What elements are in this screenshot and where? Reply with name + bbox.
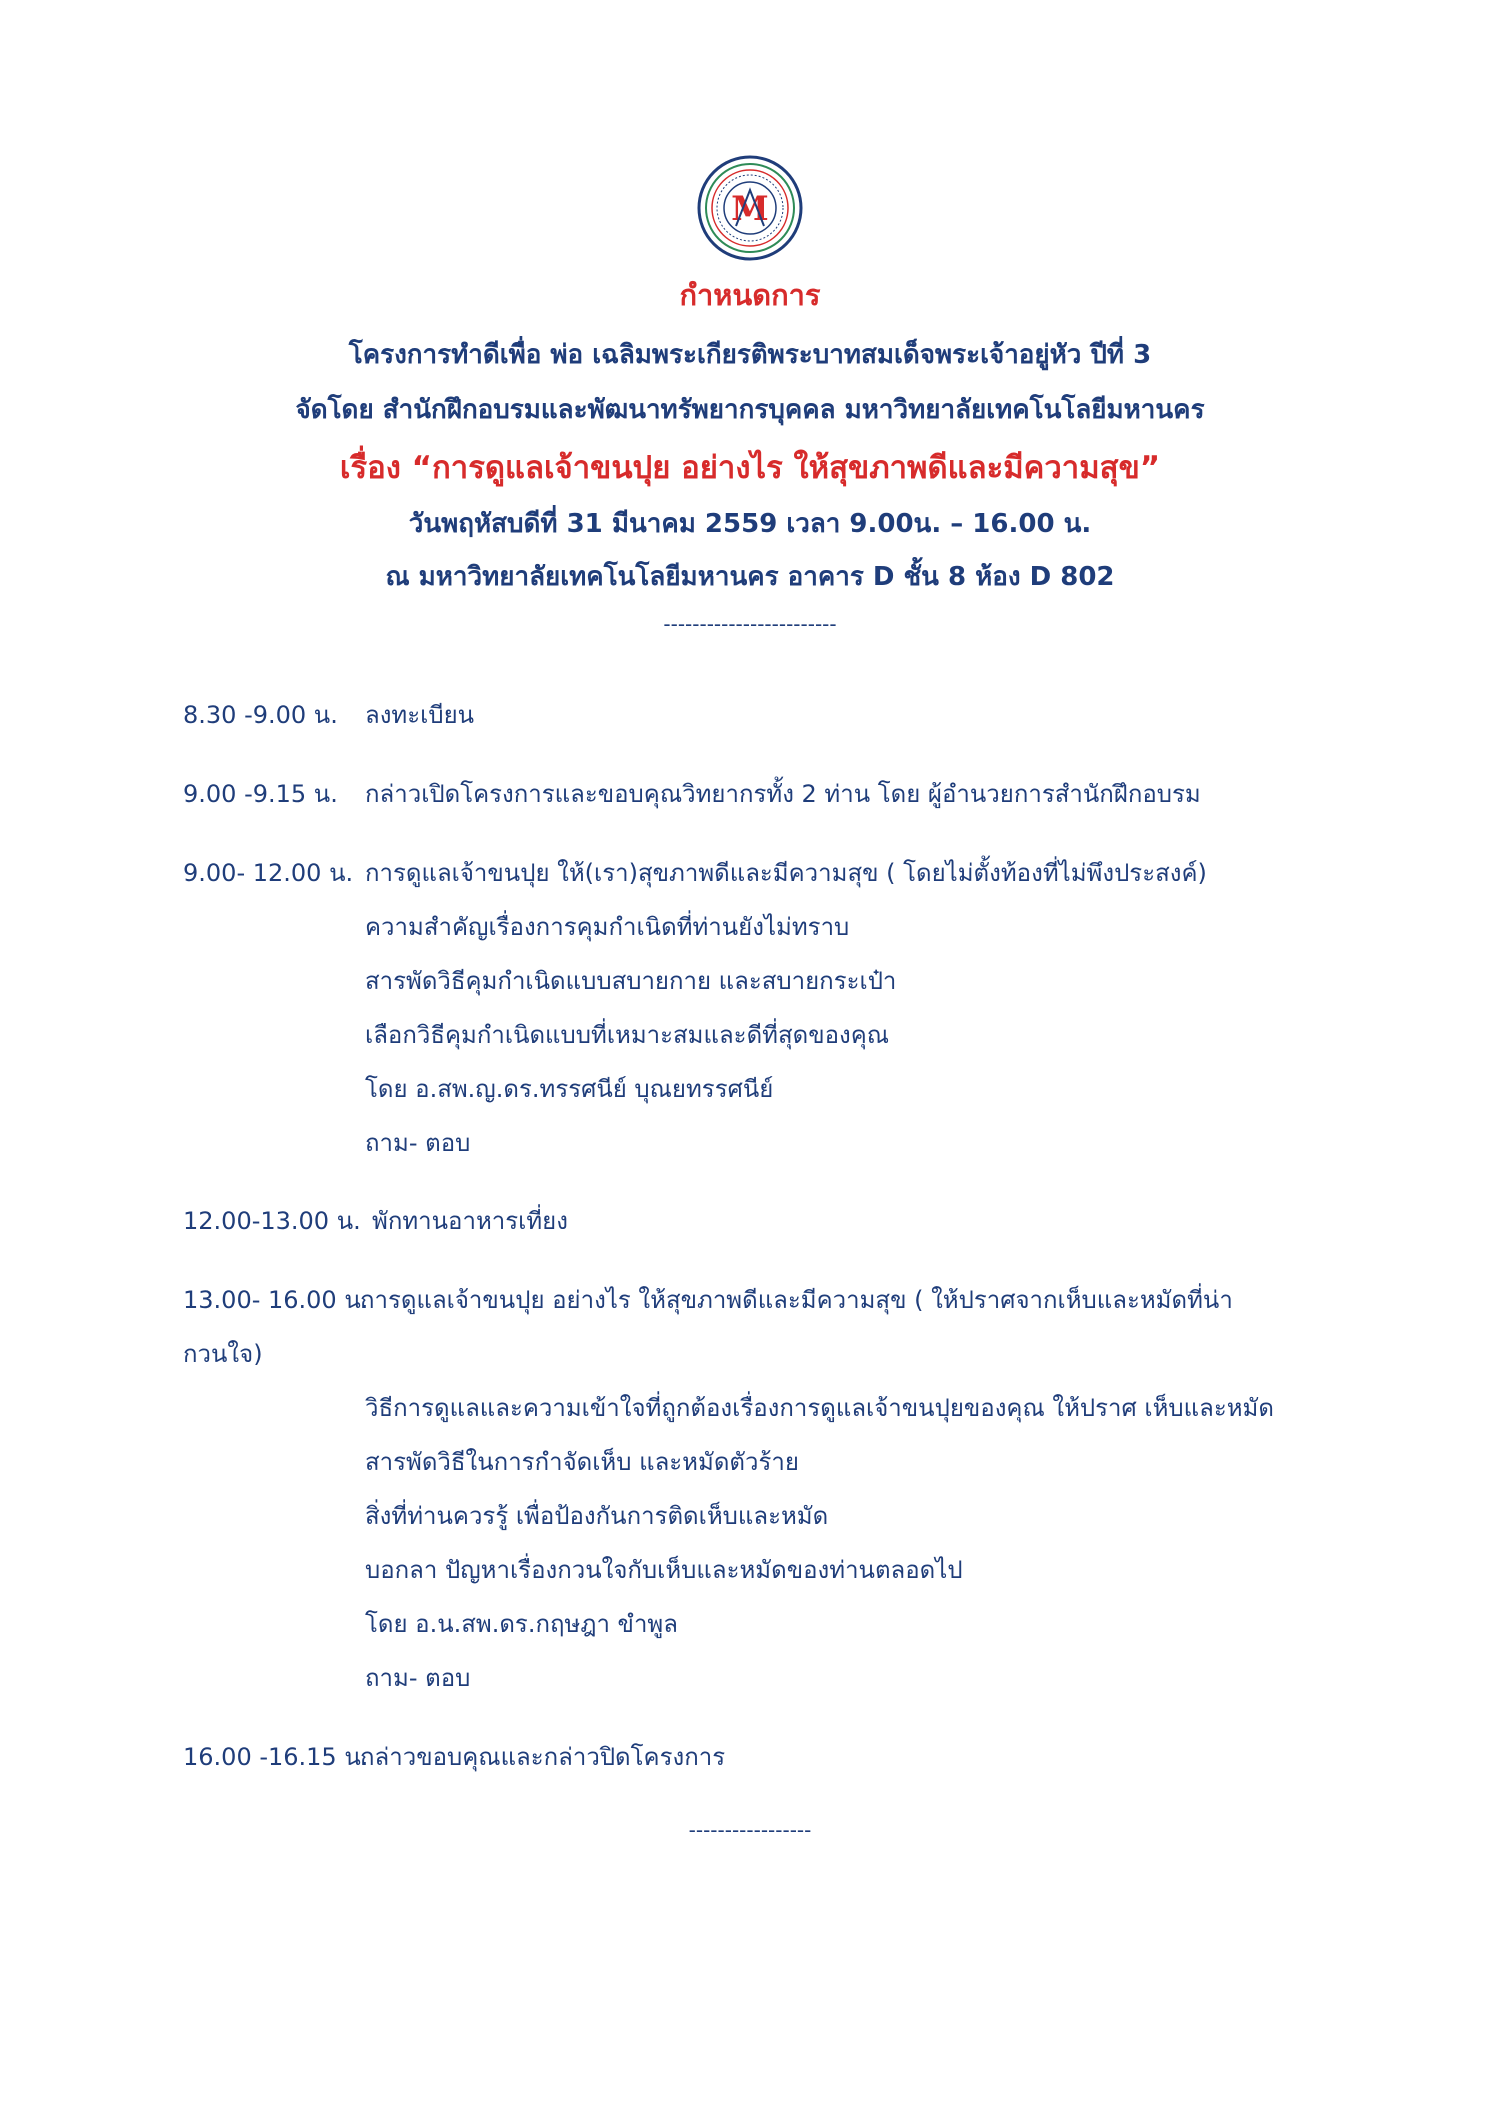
schedule-time: 13.00- 16.00 น. [183, 1286, 369, 1314]
schedule-desc: การดูแลเจ้าขนปุย อย่างไร ให้สุขภาพดีและมีความสุข ( ให้ปราศจากเห็บและหมัดที่น่า [360, 1286, 1233, 1314]
qa-line: ถาม- ตอบ [365, 1664, 471, 1692]
schedule-subitem: วิธีการดูแลและความเข้าใจที่ถูกต้องเรื่องการดูแลเจ้าขนปุยของคุณ ให้ปราศ เห็บและหมัด [365, 1394, 1274, 1422]
schedule-desc: การดูแลเจ้าขนปุย ให้(เรา)สุขภาพดีและมีความสุข ( โดยไม่ตั้งท้องที่ไม่พึงประสงค์) [365, 859, 1207, 887]
schedule-subitem: ความสำคัญเรื่องการคุมกำเนิดที่ท่านยังไม่ทราบ [365, 913, 850, 941]
topic-line: เรื่อง “การดูแลเจ้าขนปุย อย่างไร ให้สุขภาพดีและมีความสุข” [339, 450, 1161, 486]
organizer-line: จัดโดย สำนักฝึกอบรมและพัฒนาทรัพยากรบุคคล มหาวิทยาลัยเทคโนโลยีมหานคร [295, 395, 1205, 425]
schedule-time: 9.00 -9.15 น. [183, 780, 338, 808]
schedule-desc: กล่าวขอบคุณและกล่าวปิดโครงการ [360, 1743, 726, 1771]
schedule-subitem: สิ่งที่ท่านควรรู้ เพื่อป้องกันการติดเห็บและหมัด [365, 1502, 829, 1530]
schedule-time: 12.00-13.00 น. [183, 1207, 361, 1235]
speaker-line: โดย อ.น.สพ.ดร.กฤษฎา ขำพูล [365, 1610, 678, 1638]
document-title: กำหนดการ [679, 278, 821, 312]
schedule-subitem: สารพัดวิธีคุมกำเนิดแบบสบายกาย และสบายกระเป๋า [365, 967, 897, 995]
logo-monogram: M [731, 189, 769, 229]
schedule-desc: กล่าวเปิดโครงการและขอบคุณวิทยากรทั้ง 2 ท่าน โดย ผู้อำนวยการสำนักฝึกอบรม [365, 780, 1201, 808]
schedule-subitem: เลือกวิธีคุมกำเนิดแบบที่เหมาะสมและดีที่สุดของคุณ [365, 1021, 890, 1049]
schedule-time: 8.30 -9.00 น. [183, 701, 338, 729]
university-seal-icon [696, 154, 804, 262]
schedule-subitem: สารพัดวิธีในการกำจัดเห็บ และหมัดตัวร้าย [365, 1448, 799, 1476]
date-line: วันพฤหัสบดีที่ 31 มีนาคม 2559 เวลา 9.00น. – 16.00 น. [408, 509, 1092, 539]
schedule-desc-wrap: กวนใจ) [183, 1340, 263, 1368]
qa-line: ถาม- ตอบ [365, 1129, 471, 1157]
schedule-time: 9.00- 12.00 น. [183, 859, 354, 887]
speaker-line: โดย อ.สพ.ญ.ดร.ทรรศนีย์ บุณยทรรศนีย์ [365, 1075, 774, 1103]
schedule-desc: ลงทะเบียน [365, 701, 475, 729]
venue-line: ณ มหาวิทยาลัยเทคโนโลยีมหานคร อาคาร D ชั้น 8 ห้อง D 802 [385, 562, 1115, 592]
project-name: โครงการทำดีเพื่อ พ่อ เฉลิมพระเกียรติพระบาทสมเด็จพระเจ้าอยู่หัว ปีที่ 3 [348, 340, 1152, 370]
schedule-desc: พักทานอาหารเที่ยง [372, 1207, 568, 1235]
schedule-subitem: บอกลา ปัญหาเรื่องกวนใจกับเห็บและหมัดของท่านตลอดไป [365, 1556, 963, 1584]
schedule-time: 16.00 -16.15 น. [183, 1743, 369, 1771]
footer-divider: ----------------- [688, 1818, 812, 1842]
header-divider: ------------------------ [663, 612, 837, 636]
